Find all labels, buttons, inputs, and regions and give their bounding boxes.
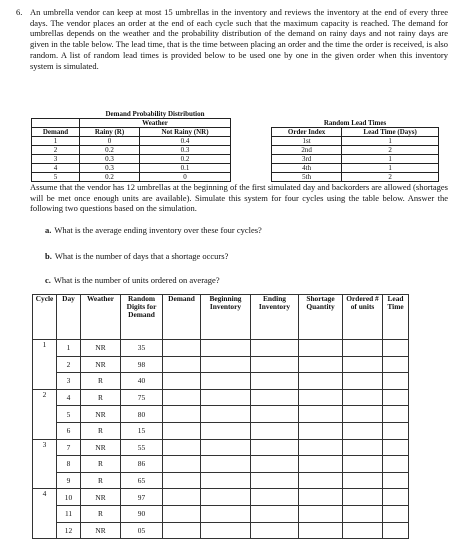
- random-digit-cell: 05: [121, 522, 163, 539]
- day-cell: 4: [57, 389, 81, 406]
- table-row: [272, 146, 439, 155]
- empty-cell[interactable]: [343, 489, 383, 506]
- empty-cell[interactable]: [251, 489, 299, 506]
- table-cell: 0.1: [140, 164, 231, 173]
- header-rainy: Rainy (R): [80, 128, 140, 137]
- day-cell: 9: [57, 472, 81, 489]
- table-cell: 1: [342, 155, 439, 164]
- table-cell: 1: [32, 137, 80, 146]
- empty-cell[interactable]: [383, 389, 409, 406]
- table-cell: 0.3: [140, 146, 231, 155]
- table-cell: 2: [342, 173, 439, 182]
- table-row: [33, 373, 409, 390]
- empty-cell[interactable]: [383, 340, 409, 357]
- weather-cell: R: [81, 472, 121, 489]
- weather-cell: R: [81, 456, 121, 473]
- problem-number: 6.: [16, 7, 23, 17]
- day-cell: 3: [57, 373, 81, 390]
- empty-cell[interactable]: [299, 522, 343, 539]
- empty-cell[interactable]: [251, 389, 299, 406]
- table-cell: 0: [80, 137, 140, 146]
- empty-cell[interactable]: [343, 340, 383, 357]
- question-c-label: c.: [45, 275, 51, 285]
- table-row: [33, 505, 409, 522]
- random-digit-cell: 90: [121, 505, 163, 522]
- question-c: [45, 275, 220, 285]
- empty-cell[interactable]: [343, 422, 383, 439]
- table-row: [33, 389, 409, 406]
- column-header: Shortage Quantity: [299, 295, 343, 340]
- empty-cell[interactable]: [163, 439, 201, 456]
- empty-cell[interactable]: [251, 340, 299, 357]
- table-cell: 0.4: [140, 137, 231, 146]
- header-not-rainy: Not Rainy (NR): [140, 128, 231, 137]
- empty-cell[interactable]: [299, 406, 343, 423]
- simulation-header-row: [33, 295, 409, 340]
- table-row: [32, 164, 231, 173]
- empty-cell[interactable]: [343, 505, 383, 522]
- table-cell: 5th: [272, 173, 342, 182]
- empty-cell[interactable]: [383, 456, 409, 473]
- empty-cell[interactable]: [163, 489, 201, 506]
- empty-cell[interactable]: [251, 406, 299, 423]
- table-row: [272, 173, 439, 182]
- problem-text: An umbrella vendor can keep at most 15 umbrellas in the inventory and reviews the inventory at the end of every three days. The vendor places an order at the end of each cycle such that the maximum capacity is reached. The demand for umbrellas depends on the weather and the probability distribution of the demand on rainy days and not rainy days are given in the table below. The lead time, that is the time between placing an order and the time the order is received, is also random. A list of random lead times is provided below to be used one by one in the given order when this inventory system is simulated.: [30, 7, 448, 71]
- cycle-cell: 1: [33, 340, 57, 390]
- empty-cell[interactable]: [251, 472, 299, 489]
- empty-cell[interactable]: [201, 406, 251, 423]
- table-row: [33, 489, 409, 506]
- empty-cell[interactable]: [343, 439, 383, 456]
- empty-cell[interactable]: [383, 489, 409, 506]
- demand-table-title: Demand Probability Distribution: [105, 110, 205, 118]
- problem-statement: [16, 7, 448, 71]
- question-b-text: What is the number of days that a shortage occurs?: [54, 251, 229, 261]
- table-row: [33, 340, 409, 357]
- empty-cell[interactable]: [163, 389, 201, 406]
- empty-cell[interactable]: [201, 422, 251, 439]
- empty-cell[interactable]: [299, 356, 343, 373]
- column-header: Beginning Inventory: [201, 295, 251, 340]
- empty-cell[interactable]: [163, 356, 201, 373]
- table-row: [32, 146, 231, 155]
- empty-cell[interactable]: [343, 472, 383, 489]
- random-digit-cell: 15: [121, 422, 163, 439]
- day-cell: 11: [57, 505, 81, 522]
- empty-cell[interactable]: [299, 472, 343, 489]
- weather-cell: R: [81, 505, 121, 522]
- header-demand: Demand: [32, 128, 80, 137]
- empty-cell[interactable]: [201, 340, 251, 357]
- empty-cell[interactable]: [383, 472, 409, 489]
- day-cell: 10: [57, 489, 81, 506]
- day-cell: 8: [57, 456, 81, 473]
- empty-cell[interactable]: [201, 356, 251, 373]
- empty-cell[interactable]: [251, 522, 299, 539]
- table-row: [33, 456, 409, 473]
- empty-cell[interactable]: [201, 472, 251, 489]
- column-header: Cycle: [33, 295, 57, 340]
- column-header: Day: [57, 295, 81, 340]
- cycle-cell: 4: [33, 489, 57, 539]
- empty-cell[interactable]: [163, 472, 201, 489]
- empty-cell[interactable]: [251, 356, 299, 373]
- empty-cell[interactable]: [163, 406, 201, 423]
- empty-cell[interactable]: [383, 356, 409, 373]
- day-cell: 2: [57, 356, 81, 373]
- empty-cell[interactable]: [251, 422, 299, 439]
- empty-cell[interactable]: [251, 505, 299, 522]
- table-row: [272, 155, 439, 164]
- empty-cell[interactable]: [201, 522, 251, 539]
- random-digit-cell: 65: [121, 472, 163, 489]
- empty-cell[interactable]: [299, 340, 343, 357]
- weather-cell: NR: [81, 340, 121, 357]
- empty-cell[interactable]: [383, 373, 409, 390]
- random-digit-cell: 40: [121, 373, 163, 390]
- empty-cell[interactable]: [343, 456, 383, 473]
- empty-cell[interactable]: [251, 456, 299, 473]
- weather-cell: NR: [81, 356, 121, 373]
- empty-cell[interactable]: [299, 373, 343, 390]
- day-cell: 6: [57, 422, 81, 439]
- empty-cell[interactable]: [163, 505, 201, 522]
- simulation-table: [32, 294, 409, 539]
- question-b: [45, 251, 228, 261]
- table-row: [33, 356, 409, 373]
- column-header: Random Digits for Demand: [121, 295, 163, 340]
- question-a-label: a.: [45, 225, 52, 235]
- random-digit-cell: 98: [121, 356, 163, 373]
- weather-cell: NR: [81, 489, 121, 506]
- empty-cell[interactable]: [343, 356, 383, 373]
- random-digit-cell: 75: [121, 389, 163, 406]
- table-cell: 2: [342, 146, 439, 155]
- empty-cell[interactable]: [383, 422, 409, 439]
- table-row: [33, 472, 409, 489]
- lead-table-title: Random Lead Times: [272, 119, 439, 128]
- column-header: Demand: [163, 295, 201, 340]
- assumption-text: Assume that the vendor has 12 umbrellas at the beginning of the first simulated day and backorders are allowed (shortages will be met once enough units are available). Simulate this system for four cycles using the table below. Answer the following two questions based on the simulation.: [30, 182, 448, 214]
- cycle-cell: 2: [33, 389, 57, 439]
- question-a-text: What is the average ending inventory over these four cycles?: [54, 225, 262, 235]
- empty-cell[interactable]: [343, 522, 383, 539]
- cycle-cell: 3: [33, 439, 57, 489]
- empty-cell[interactable]: [299, 505, 343, 522]
- empty-cell[interactable]: [251, 439, 299, 456]
- random-digit-cell: 80: [121, 406, 163, 423]
- random-digit-cell: 86: [121, 456, 163, 473]
- day-cell: 12: [57, 522, 81, 539]
- column-header: Ordered # of units: [343, 295, 383, 340]
- header-order-index: Order Index: [272, 128, 342, 137]
- column-header: Weather: [81, 295, 121, 340]
- empty-cell[interactable]: [201, 456, 251, 473]
- table-row: [33, 439, 409, 456]
- table-cell: 1: [342, 137, 439, 146]
- weather-cell: NR: [81, 439, 121, 456]
- empty-cell[interactable]: [163, 422, 201, 439]
- empty-cell[interactable]: [201, 505, 251, 522]
- question-c-text: What is the number of units ordered on average?: [53, 275, 220, 285]
- table-cell: 3: [32, 155, 80, 164]
- weather-cell: NR: [81, 522, 121, 539]
- header-lead-time: Lead Time (Days): [342, 128, 439, 137]
- demand-distribution-table: [31, 110, 231, 182]
- table-cell: 0.2: [140, 155, 231, 164]
- column-header: Ending Inventory: [251, 295, 299, 340]
- empty-cell[interactable]: [383, 505, 409, 522]
- empty-cell[interactable]: [299, 456, 343, 473]
- empty-cell[interactable]: [163, 456, 201, 473]
- empty-cell[interactable]: [299, 422, 343, 439]
- table-row: [32, 137, 231, 146]
- empty-cell[interactable]: [343, 389, 383, 406]
- empty-cell[interactable]: [163, 522, 201, 539]
- empty-cell[interactable]: [343, 373, 383, 390]
- table-row: [33, 422, 409, 439]
- table-row: [32, 173, 231, 182]
- empty-cell[interactable]: [383, 406, 409, 423]
- question-b-label: b.: [45, 251, 52, 261]
- weather-cell: NR: [81, 406, 121, 423]
- table-cell: 1: [342, 164, 439, 173]
- random-digit-cell: 35: [121, 340, 163, 357]
- empty-cell[interactable]: [343, 406, 383, 423]
- table-row: [272, 164, 439, 173]
- table-row: [33, 522, 409, 539]
- empty-cell[interactable]: [299, 439, 343, 456]
- empty-cell[interactable]: [299, 489, 343, 506]
- random-digit-cell: 97: [121, 489, 163, 506]
- table-cell: 4: [32, 164, 80, 173]
- day-cell: 5: [57, 406, 81, 423]
- empty-cell[interactable]: [383, 439, 409, 456]
- table-cell: 0: [140, 173, 231, 182]
- table-cell: 2nd: [272, 146, 342, 155]
- empty-cell[interactable]: [201, 439, 251, 456]
- empty-cell[interactable]: [201, 389, 251, 406]
- weather-cell: R: [81, 422, 121, 439]
- day-cell: 7: [57, 439, 81, 456]
- empty-cell[interactable]: [251, 373, 299, 390]
- empty-cell[interactable]: [163, 373, 201, 390]
- table-row: [32, 155, 231, 164]
- weather-cell: R: [81, 389, 121, 406]
- weather-cell: R: [81, 373, 121, 390]
- table-cell: 3rd: [272, 155, 342, 164]
- empty-cell[interactable]: [383, 522, 409, 539]
- table-cell: 0.3: [80, 155, 140, 164]
- table-cell: 2: [32, 146, 80, 155]
- lead-time-table: [271, 119, 439, 182]
- empty-cell[interactable]: [163, 340, 201, 357]
- table-cell: 0.2: [80, 173, 140, 182]
- table-cell: 0.2: [80, 146, 140, 155]
- table-row: [272, 137, 439, 146]
- column-header: Lead Time: [383, 295, 409, 340]
- weather-label: Weather: [80, 119, 231, 128]
- empty-cell[interactable]: [299, 389, 343, 406]
- random-digit-cell: 55: [121, 439, 163, 456]
- empty-cell[interactable]: [201, 373, 251, 390]
- empty-cell[interactable]: [201, 489, 251, 506]
- table-cell: 1st: [272, 137, 342, 146]
- table-row: [33, 406, 409, 423]
- table-cell: 5: [32, 173, 80, 182]
- table-cell: 0.3: [80, 164, 140, 173]
- table-cell: 4th: [272, 164, 342, 173]
- day-cell: 1: [57, 340, 81, 357]
- question-a: [45, 225, 262, 235]
